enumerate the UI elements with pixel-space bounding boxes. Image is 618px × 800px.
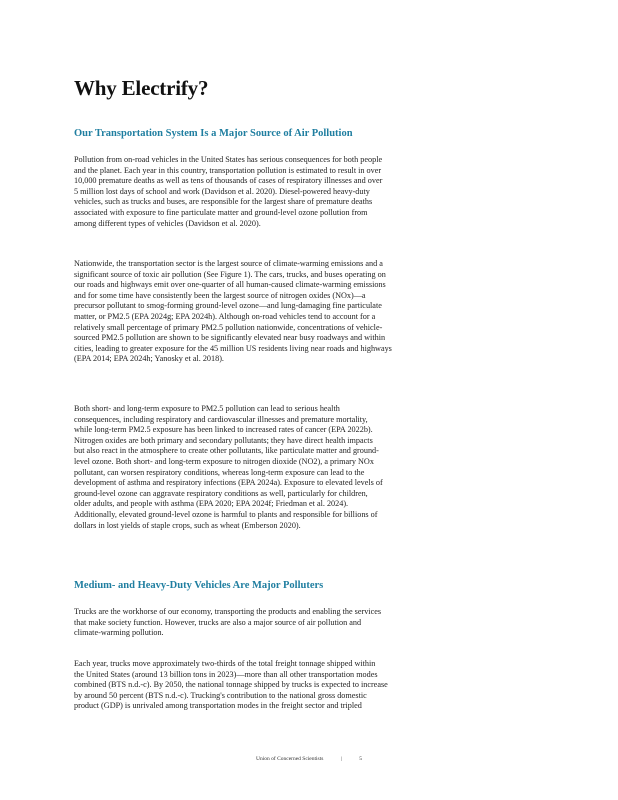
page-number: 5 [359,756,362,762]
paragraph-line: dollars in lost yields of staple crops, such as wheat (Emberson 2020). [74,520,301,530]
paragraph-line: matter, or PM2.5 (EPA 2024g; EPA 2024h). Although on-road vehicles tend to account for a [74,311,376,321]
paragraph-line: consequences, including respiratory and cardiovascular illnesses and premature mortality, [74,414,368,424]
paragraph-line: and the planet. Each year in this country, transportation pollution is estimated to result in over [74,165,382,175]
paragraph-line: by around 50 percent (BTS n.d.-c). Trucking's contribution to the national gross domestic [74,690,367,700]
paragraph-line: relatively small percentage of primary PM2.5 pollution nationwide, concentrations of vehicle- [74,322,383,332]
section-heading-air-pollution: Our Transportation System Is a Major Source of Air Pollution [74,128,353,139]
paragraph-line: among different types of vehicles (Davidson et al. 2020). [74,218,261,228]
paragraph-line: associated with exposure to fine particulate matter and ground-level ozone pollution from [74,207,368,217]
paragraph-line: combined (BTS n.d.-c). By 2050, the national tonnage shipped by trucks is expected to increase [74,680,388,690]
paragraph [74,155,536,229]
page-footer [0,756,618,762]
paragraph-line: our roads and highways emit over one-quarter of all human-caused climate-warming emissions [74,280,386,290]
paragraph-line: Nitrogen oxides are both primary and secondary pollutants; they have direct health impacts [74,435,373,445]
paragraph-line: and for some time have consistently been the largest source of nitrogen oxides (NOx)—a [74,290,366,300]
paragraph-line: significant source of toxic air pollution (See Figure 1). The cars, trucks, and buses operating on [74,269,386,279]
paragraph [74,607,536,639]
paragraph-line: Each year, trucks move approximately two-thirds of the total freight tonnage shipped within [74,659,376,668]
paragraph-line: Trucks are the workhorse of our economy, transporting the products and enabling the services [74,607,382,616]
section-heading-heavy-duty-vehicles: Medium- and Heavy-Duty Vehicles Are Major Polluters [74,580,324,591]
paragraph-line: Nationwide, the transportation sector is the largest source of climate-warming emissions and a [74,259,383,268]
paragraph-line: climate-warming pollution. [74,628,164,638]
paragraph-line: that make society function. However, trucks are also a major source of air pollution and [74,617,362,627]
paragraph-line: level ozone. Both short- and long-term exposure to nitrogen dioxide (NO2), a primary NOx [74,456,374,466]
paragraph-line: cities, leading to greater exposure for the 45 million US residents living near roads and highways [74,343,392,353]
footer-organization: Union of Concerned Scientists [256,756,324,762]
paragraph-line: 5 million lost days of school and work (Davidson et al. 2020). Diesel-powered heavy-duty [74,186,370,196]
paragraph-line: precursor pollutant to smog-forming ground-level ozone—and lung-damaging fine particulate [74,301,382,311]
paragraph [74,259,536,365]
paragraph-line: sourced PM2.5 pollution are shown to be significantly elevated near busy roadways and within [74,333,386,343]
paragraph [74,659,536,712]
page-title: Why Electrify? [74,76,209,100]
paragraph-line: pollutant, can worsen respiratory conditions, whereas long-term exposure can lead to the [74,467,365,477]
paragraph-line: vehicles, such as trucks and buses, are responsible for the largest share of premature deaths [74,197,373,207]
paragraph-line: the United States (around 13 billion tons in 2023)—more than all other transportation modes [74,669,378,679]
paragraph-line: Pollution from on-road vehicles in the United States has serious consequences for both people [74,155,383,164]
paragraph-line: Additionally, elevated ground-level ozone is harmful to plants and responsible for billions of [74,509,378,519]
paragraph [74,404,536,531]
paragraph-line: 10,000 premature deaths as well as tens of thousands of cases of respiratory illnesses and over [74,176,383,186]
paragraph-line: but also react in the atmosphere to create other pollutants, like particulate matter and ground- [74,446,379,456]
paragraph-line: development of asthma and respiratory infections (EPA 2024a). Exposure to elevated levels of [74,478,383,488]
paragraph-line: ground-level ozone can aggravate respiratory conditions as well, particularly for children, [74,488,368,498]
footer-separator: | [340,756,342,762]
paragraph-line: while long-term PM2.5 exposure has been linked to increased rates of cancer (EPA 2022b). [74,425,373,435]
paragraph-line: product (GDP) is unrivaled among transportation modes in the freight sector and tripled [74,701,362,711]
paragraph-line: older adults, and people with asthma (EPA 2020; EPA 2024f; Friedman et al. 2024). [74,499,349,509]
paragraph-line: (EPA 2014; EPA 2024h; Yanosky et al. 2018). [74,354,224,364]
paragraph-line: Both short- and long-term exposure to PM2.5 pollution can lead to serious health [74,404,340,413]
